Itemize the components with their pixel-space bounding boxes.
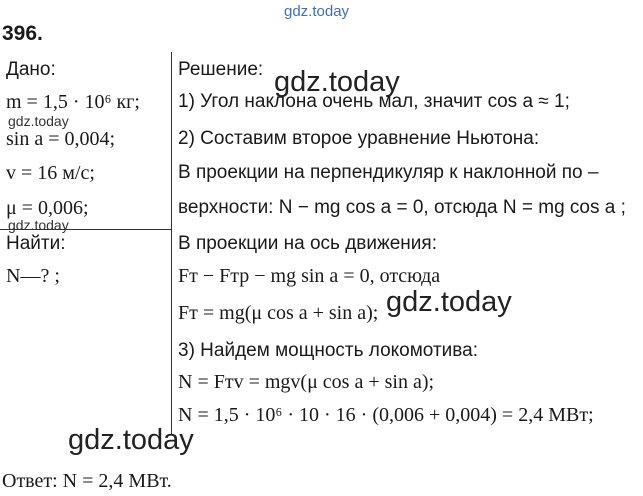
watermark-solution-1: gdz.today <box>274 66 400 98</box>
given-friction: μ = 0,006; <box>6 197 89 219</box>
solution-eq-result: N = 1,5 · 10⁶ · 10 · 16 · (0,006 + 0,004) = 2,4 МВт; <box>178 404 594 426</box>
watermark-solution-2: gdz.today <box>386 286 512 318</box>
answer-line: Ответ: N = 2,4 МВт. <box>2 470 172 492</box>
given-heading: Дано: <box>6 59 56 80</box>
solution-perp-1: В проекции на перпендикуляр к наклонной по – <box>178 162 599 183</box>
watermark-bottom: gdz.today <box>68 424 194 456</box>
solution-eq-traction: Fт = mg(μ cos a + sin a); <box>178 302 379 324</box>
solution-axis: В проекции на ось движения: <box>178 233 437 254</box>
solution-step-3: 3) Найдем мощность локомотива: <box>178 340 478 361</box>
problem-number: 396. <box>2 22 43 45</box>
solution-perp-2: верхности: N − mg cos a = 0, отсюда N = mg cos a ; <box>178 197 626 218</box>
watermark-given-1: gdz.today <box>8 113 69 129</box>
given-velocity: v = 16 м/с; <box>6 162 95 184</box>
watermark-given-2: gdz.today <box>8 217 69 233</box>
solution-heading: Решение: <box>178 59 264 80</box>
given-mass: m = 1,5 · 10⁶ кг; <box>6 91 140 113</box>
find-heading: Найти: <box>6 233 66 254</box>
solution-step-1: 1) Угол наклона очень мал, значит cos a ≈ 1; <box>178 91 570 112</box>
watermark-top: gdz.today <box>284 3 350 20</box>
vertical-divider <box>171 52 172 435</box>
solution-step-2: 2) Составим второе уравнение Ньютона: <box>178 128 540 149</box>
solution-eq-forces: Fт − Fтр − mg sin a = 0, отсюда <box>178 265 441 287</box>
given-sin: sin a = 0,004; <box>6 128 116 150</box>
solution-eq-power: N = Fтv = mgv(μ cos a + sin a); <box>178 371 435 393</box>
find-line: N—? ; <box>6 265 60 287</box>
